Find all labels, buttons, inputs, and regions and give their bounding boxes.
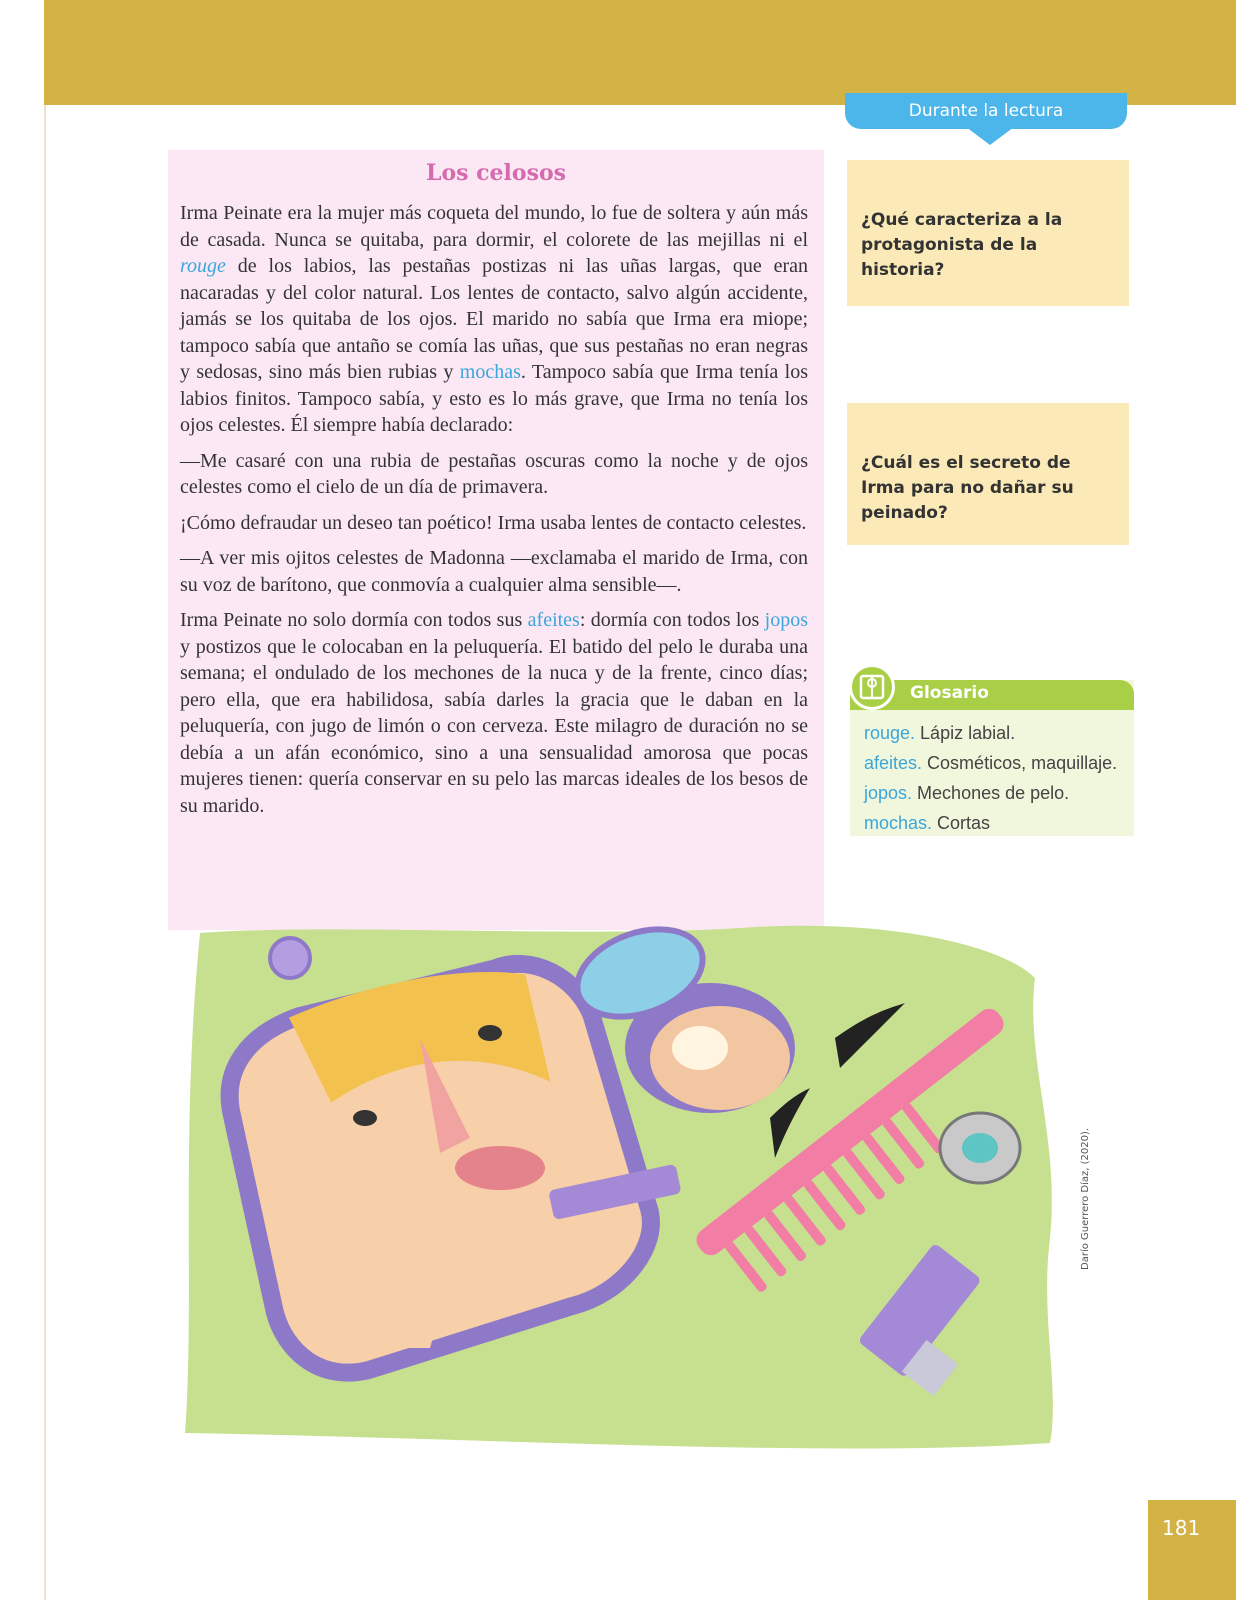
story-text: y postizos que le colocaban en la peluquería. El batido del pelo le duraba una semana; el ondulado de los mechones de la nuca y de la frente, cinco días; pero ella, que era habilidosa, sabía darles la gracia que le daban en la peluquería, con jugo de limón o con cerveza. Este milagro de duración no se debía a un afán económico, sino a una sensualidad amorosa que pocas mujeres tienen: quería conservar en su pelo las marcas ideales de los besos de su marido. (180, 635, 808, 817)
glossary-definition: Mechones de pelo. (912, 783, 1070, 803)
illustration-mirror-makeup (180, 918, 1080, 1458)
glossary-item (864, 808, 1130, 838)
glossary-list (864, 718, 1130, 838)
glossary-term: rouge. (864, 723, 916, 743)
glossary-item (864, 718, 1130, 748)
glossary-term-link: jopos (764, 609, 808, 631)
story-paragraph (180, 510, 808, 537)
question-box-1 (847, 160, 1129, 306)
glossary-item (864, 778, 1130, 808)
glossary-definition: Cosméticos, maquillaje. (922, 753, 1118, 773)
story-text: : dormía con todos los (579, 609, 765, 631)
illustration-credit: Darío Guerrero Díaz, (2020). (1080, 1127, 1091, 1270)
question-1-text: ¿Qué caracteriza a la protagonista de la historia? (861, 210, 1063, 280)
glossary-term-link: afeites (527, 609, 580, 631)
story-text: ¡Cómo defraudar un deseo tan poético! Irma usaba lentes de contacto celestes. (180, 511, 807, 534)
question-box-2 (847, 403, 1129, 545)
question-2-text: ¿Cuál es el secreto de Irma para no dañar su peinado? (861, 453, 1074, 523)
story-paragraph (180, 448, 808, 501)
glossary-term-link: mochas (459, 361, 521, 383)
glossary-term: mochas. (864, 813, 933, 833)
glossary-term: afeites. (864, 753, 923, 773)
glossary-term: jopos. (864, 783, 913, 803)
glossary-item (864, 748, 1130, 778)
story-text: Irma Peinate no solo dormía con todos sus (180, 609, 528, 631)
section-tab: Durante la lectura (845, 93, 1127, 129)
story-text: . Tampoco sabía que Irma tenía los labios finitos. Tampoco sabía, y esto es lo más grave, que Irma no tenía los ojos celestes. Él siempre había declarado: (180, 361, 808, 436)
story-text: —A ver mis ojitos celestes de Madonna —exclamaba el marido de Irma, con su voz de barítono, que conmovía a cualquier alma sensible—. (180, 547, 808, 596)
story-text: Irma Peinate era la mujer más coqueta del mundo, lo fue de soltera y aún más de casada. Nunca se quitaba, para dormir, el colorete de las mejillas ni el (180, 202, 808, 251)
glossary-term-link: rouge (180, 255, 226, 277)
story-paragraph (180, 200, 808, 439)
book-icon (849, 664, 895, 710)
story-paragraph (180, 545, 808, 598)
story-title: Los celosos (425, 160, 567, 186)
page-number: 181 (1148, 1500, 1236, 1600)
story-body (180, 200, 808, 828)
glossary-definition: Lápiz labial. (915, 723, 1016, 743)
story-text: de los labios, las pestañas postizas ni las uñas largas, que eran nacaradas y del color natural. Los lentes de contacto, salvo algún accidente, jamás se los quitaba de los ojos. El marido no sabía que Irma era miope; tampoco sabía que antaño se comía las uñas, que sus pestañas no eran negras y sedosas, sino más bien rubias y (180, 255, 808, 383)
glossary-definition: Cortas (932, 813, 991, 833)
story-paragraph (180, 607, 808, 819)
glossary-title: Glosario (910, 683, 989, 703)
section-tab-pointer (966, 127, 1014, 145)
story-text: —Me casaré con una rubia de pestañas oscuras como la noche y de ojos celestes como el cielo de un día de primavera. (180, 449, 808, 498)
page-left-edge (44, 105, 46, 1600)
top-header-band (44, 0, 1236, 105)
